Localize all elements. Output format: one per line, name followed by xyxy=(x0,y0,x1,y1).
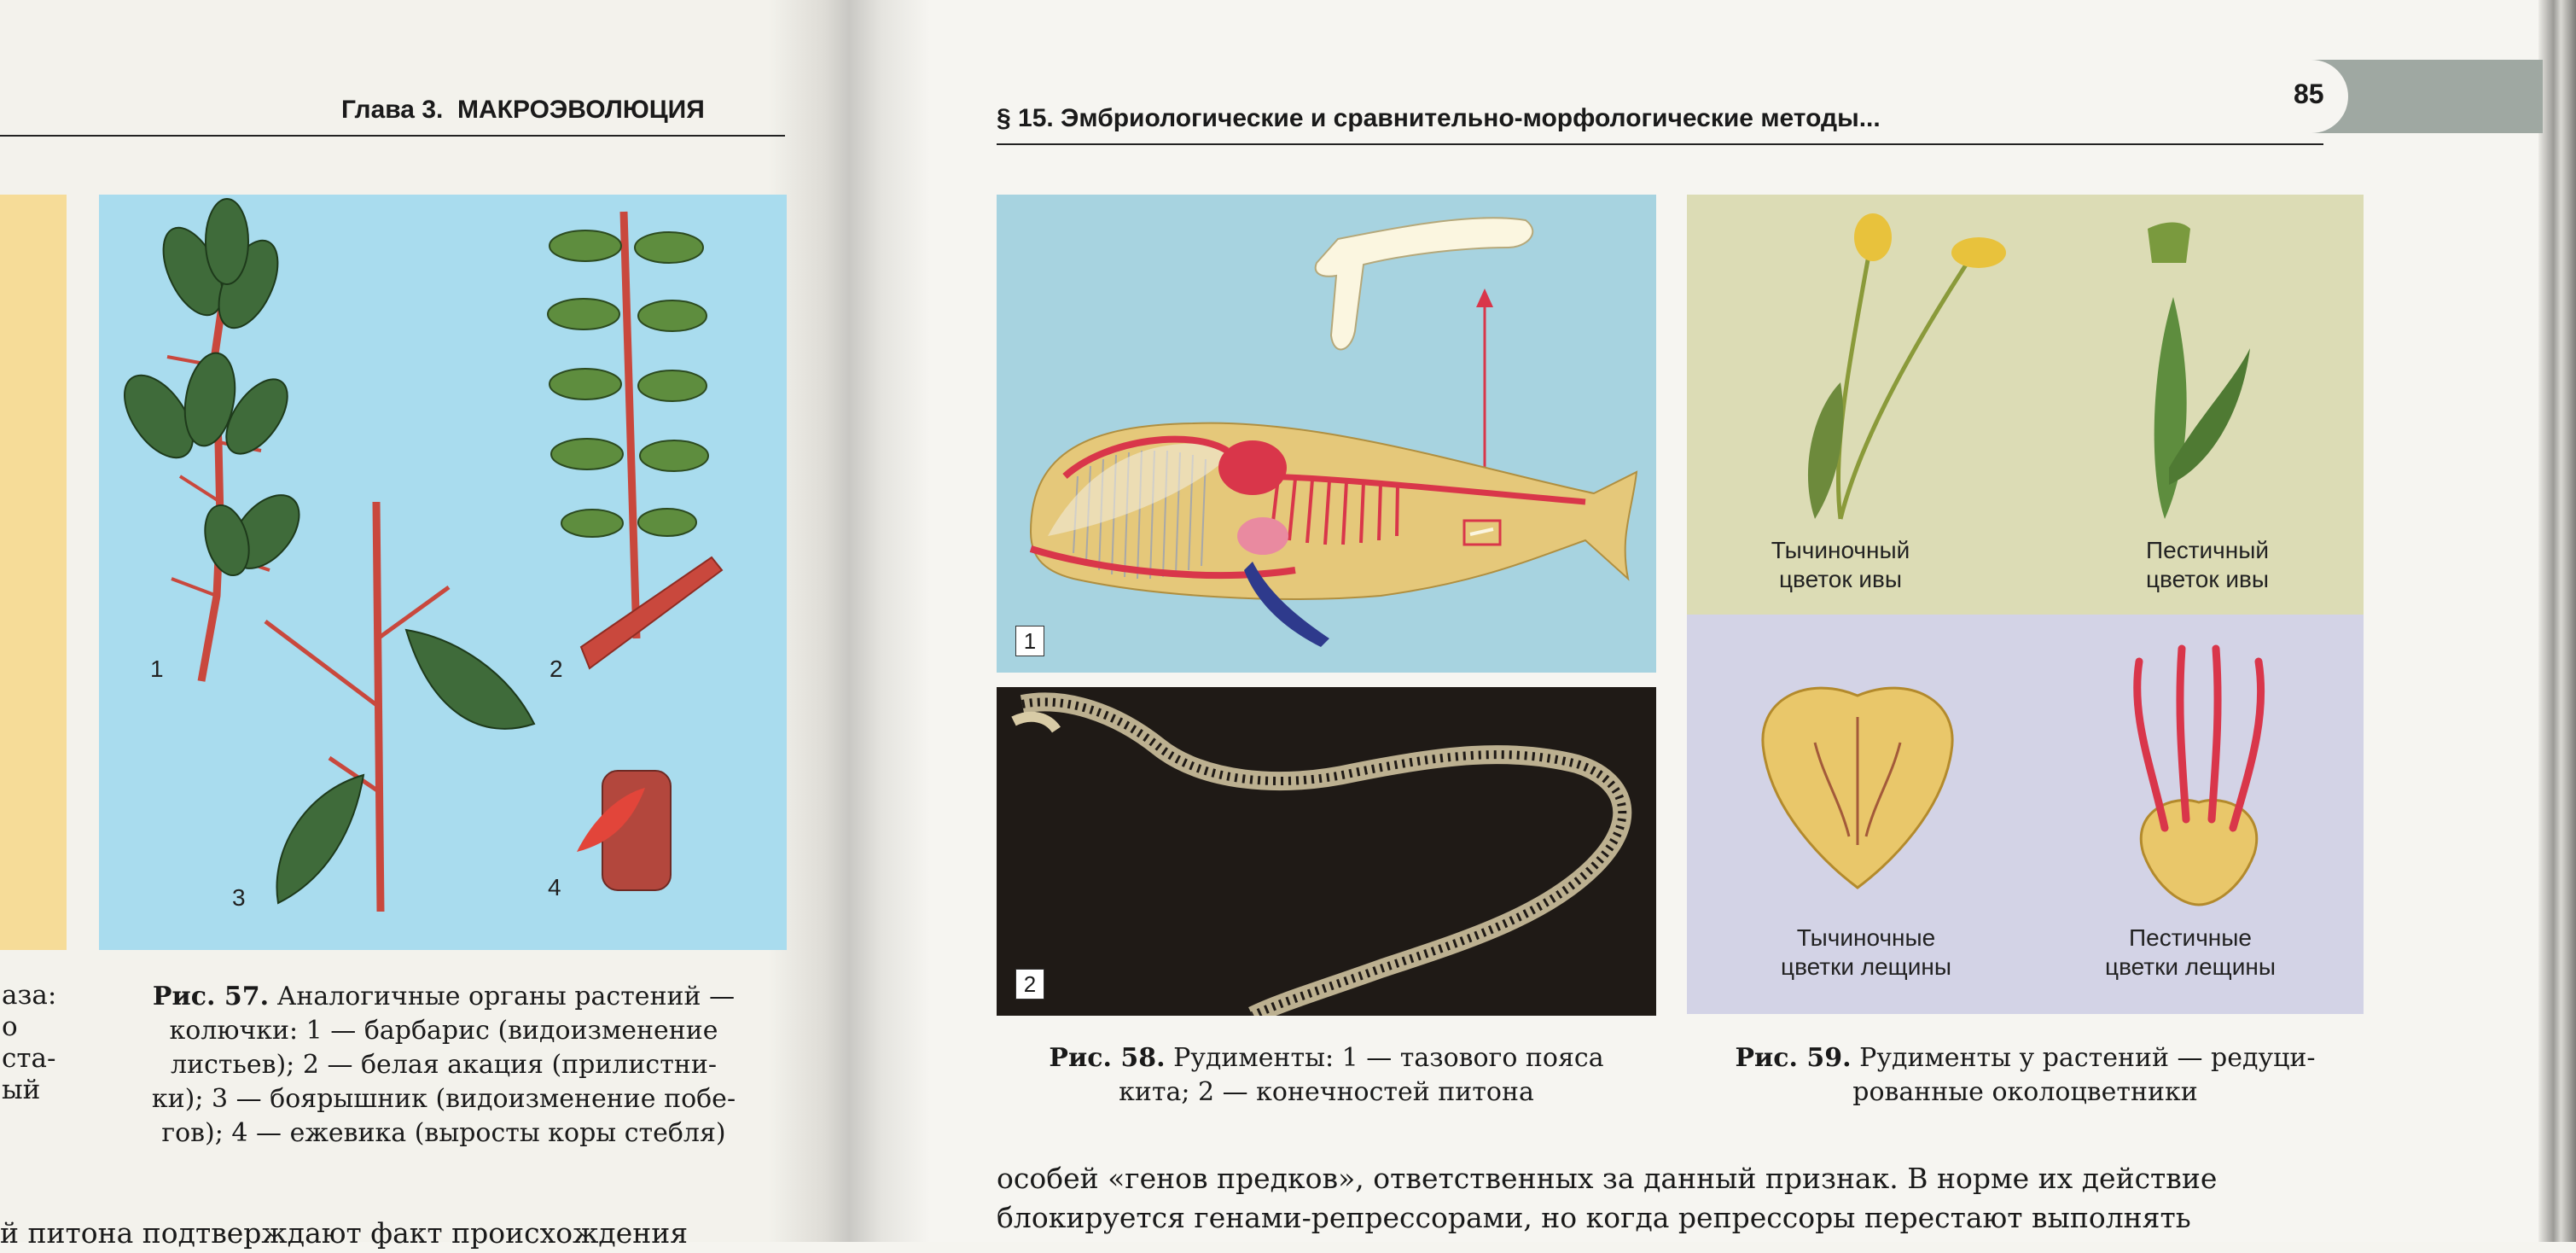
figure-57 xyxy=(99,195,787,950)
chapter-number: Глава 3. xyxy=(341,96,444,124)
figure-58-badge-2: 2 xyxy=(1015,969,1044,999)
figure-58-panel-2 xyxy=(997,687,1656,1016)
figure-59-caption xyxy=(1687,1041,2364,1110)
right-header-rule xyxy=(997,143,2323,145)
label-line: Пестичные xyxy=(2129,924,2252,951)
book-gutter xyxy=(768,0,930,1242)
caption-line: листьев); 2 — белая акация (прилистни- xyxy=(171,1050,717,1080)
caption-line: рованные околоцветники xyxy=(1852,1077,2198,1107)
left-yellow-panel xyxy=(0,195,67,950)
caption-line: гов); 4 — ежевика (выросты коры стебля) xyxy=(161,1118,726,1148)
label-line: Тычиночные xyxy=(1796,924,1936,951)
figure-59-top-panel xyxy=(1687,195,2364,615)
caption-line: Рис. 57. Аналогичные органы растений — xyxy=(152,982,736,1011)
page-number: 85 xyxy=(2294,79,2324,109)
caption-line: кита; 2 — конечностей питона xyxy=(1119,1077,1534,1107)
margin-line: аза: xyxy=(2,980,57,1011)
figure-57-label-2: 2 xyxy=(550,656,563,682)
hazel-pistillate-label xyxy=(2062,924,2318,982)
left-running-header xyxy=(341,96,705,125)
figure-58-panel-1 xyxy=(997,195,1656,673)
margin-text xyxy=(2,980,56,1106)
label-line: цветок ивы xyxy=(2146,566,2269,592)
margin-line: ста- xyxy=(2,1043,56,1074)
figure-59-bottom-panel xyxy=(1687,615,2364,1014)
label-line: Тычиночный xyxy=(1771,537,1910,563)
label-line: цветки лещины xyxy=(1781,953,1951,980)
caption-line: Рис. 58. Рудименты: 1 — тазового пояса xyxy=(1049,1043,1604,1073)
figure-57-label-1: 1 xyxy=(150,656,164,682)
caption-line: ки); 3 — боярышник (видоизменение побе- xyxy=(151,1084,736,1114)
right-body-text xyxy=(997,1159,2217,1238)
chapter-title: МАКРОЭВОЛЮЦИЯ xyxy=(457,96,705,124)
body-line: блокируется генами-репрессорами, но когда репрессоры перестают выполнять xyxy=(997,1201,2191,1234)
figure-57-label-3: 3 xyxy=(232,884,246,911)
caption-line: колючки: 1 — барбарис (видоизменение xyxy=(169,1016,718,1046)
label-line: цветки лещины xyxy=(2105,953,2276,980)
right-running-header: § 15. Эмбриологические и сравнительно-морфологические методы... xyxy=(997,104,1881,132)
margin-line: о xyxy=(2,1011,18,1042)
figure-57-illustration xyxy=(99,195,787,950)
figure-57-caption xyxy=(101,980,787,1151)
python-skeleton-illustration xyxy=(997,687,1656,1016)
caption-line: Рис. 59. Рудименты у растений — редуци- xyxy=(1735,1043,2316,1073)
figure-57-label-4: 4 xyxy=(548,874,561,900)
label-line: цветок ивы xyxy=(1779,566,1902,592)
hazel-staminate-label xyxy=(1747,924,1986,982)
willow-staminate-label xyxy=(1721,536,1960,594)
label-line: Пестичный xyxy=(2146,537,2269,563)
figure-58-caption xyxy=(997,1041,1656,1110)
figure-58-badge-1: 1 xyxy=(1015,626,1044,656)
page-edge xyxy=(2538,0,2576,1242)
left-body-line: й питона подтверждают факт происхождения xyxy=(0,1216,689,1250)
left-header-rule xyxy=(0,135,785,137)
margin-line: ый xyxy=(2,1075,41,1105)
whale-illustration xyxy=(997,195,1656,673)
willow-pistillate-label xyxy=(2096,536,2318,594)
body-line: особей «генов предков», ответственных за данный признак. В норме их действие xyxy=(997,1162,2218,1195)
